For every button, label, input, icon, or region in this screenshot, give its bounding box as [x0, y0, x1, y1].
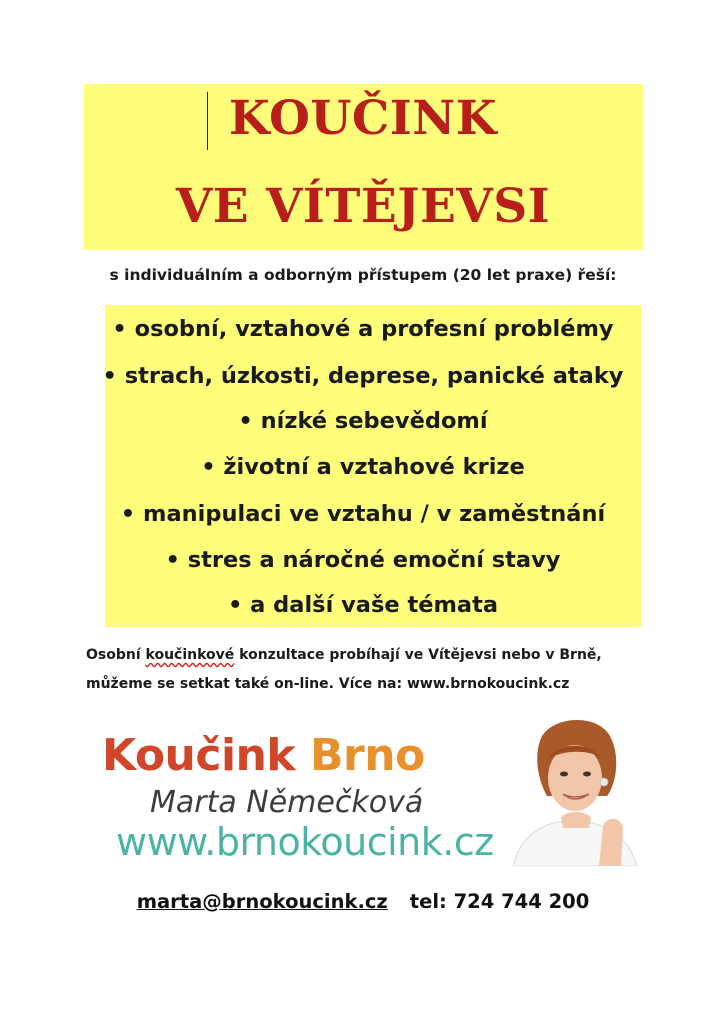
- topic-item: • manipulaci ve vztahu / v zaměstnání: [120, 501, 606, 527]
- logo-brand: [102, 728, 425, 784]
- phone-number: tel: 724 744 200: [409, 890, 590, 913]
- spellcheck-word: koučinkové: [145, 647, 235, 663]
- topic-item: • a další vaše témata: [227, 592, 499, 618]
- info-text: Osobní: [86, 647, 146, 663]
- title-line-1: KOUČINK: [228, 91, 498, 146]
- subtitle: s individuálním a odborným přístupem (20 let praxe) řeší:: [109, 266, 617, 284]
- topic-item: • životní a vztahové krize: [201, 454, 525, 480]
- topic-item: • stres a náročné emoční stavy: [165, 547, 561, 573]
- logo-url: www.brnokoucink.cz: [116, 820, 494, 864]
- topic-item: • nízké sebevědomí: [238, 408, 488, 434]
- logo-brand-word-2: Brno: [309, 730, 425, 781]
- text-cursor: [207, 92, 208, 150]
- info-line-1: [86, 647, 602, 663]
- email-link[interactable]: marta@brnokoucink.cz: [136, 890, 388, 913]
- title-line-2: VE VÍTĚJEVSI: [175, 179, 551, 234]
- info-text: konzultace probíhají ve Vítějevsi nebo v Brně,: [234, 647, 602, 663]
- info-line-2: můžeme se setkat také on-line. Více na: www.brnokoucink.cz: [86, 676, 570, 692]
- portrait-photo: [503, 716, 643, 866]
- contact-line: [0, 890, 726, 913]
- topic-item: • osobní, vztahové a profesní problémy: [112, 316, 614, 342]
- logo-brand-word-1: Koučink: [102, 730, 296, 781]
- logo-name: Marta Němečková: [150, 785, 424, 820]
- topic-item: • strach, úzkosti, deprese, panické ataky: [102, 363, 624, 389]
